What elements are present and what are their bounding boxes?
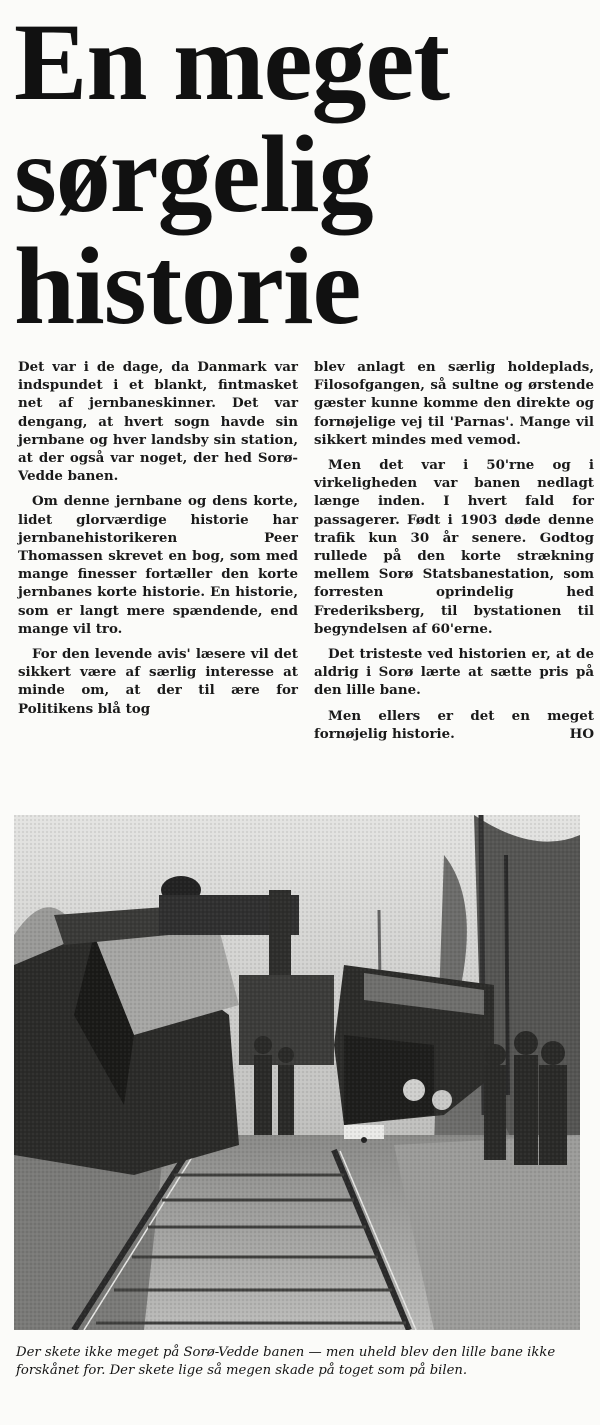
article-left-column (18, 358, 298, 718)
paragraph: Det tristeste ved historien er, at de aldrig i Sorø lærte at sætte pris på den lille bane. (314, 646, 594, 699)
paragraph: Det var i de dage, da Danmark var indspundet i et blankt, fintmasket net af jernbaneskinner. Det var dengang, at hvert sogn havde sin jernbane og hver landsby sin station, at der også var noget, der hed Sorø-Vedde banen. (18, 359, 298, 485)
headline-line-2: sørgelig (14, 113, 373, 235)
signature: HO (569, 725, 594, 742)
photo-caption: Der skete ikke meget på Sorø-Vedde banen — men uheld blev den lille bane ikke forskånet for. Der skete lige så megen skade på toget som på bilen. (16, 1345, 556, 1378)
paragraph: blev anlagt en særlig holdeplads, Filosofgangen, så sultne og ørstende gæster kunne komme den direkte og fornøjelige vej til 'Parnas'. Mange vil sikkert mindes med vemod. (314, 359, 594, 448)
headline-line-1: En meget (14, 1, 449, 123)
paragraph: For den levende avis' læsere vil det sikkert være af særlig interesse at minde om, at der til ære for Politikens blå tog (18, 646, 298, 717)
headline (14, 1, 594, 347)
paragraph: Men det var i 50'rne og i virkeligheden var banen nedlagt længe inden. I hvert fald for passagerer. Født i 1903 døde denne trafik kun 30 år senere. Godtog rullede på den korte strækning mellem Sorø Statsbanestation, som forresten oprindelig hed Frederiksberg, til bystationen til begyndelsen af 60'erne. (314, 457, 594, 637)
train-accident-photo (14, 815, 580, 1330)
article-right-column (314, 358, 594, 743)
paragraph: Om denne jernbane og dens korte, lidet glorværdige historie har jernbanehistorikeren Peer Thomassen skrevet en bog, som med mange finesser fortæller den korte jernbanes korte historie. En historie, som er langt mere spændende, end mange vil tro. (18, 493, 298, 637)
closing-text: Men ellers er det en meget fornøjelig historie. (314, 707, 594, 742)
photo-illustration (14, 815, 580, 1330)
closing-paragraph (314, 707, 594, 743)
headline-line-3: historie (14, 225, 361, 347)
